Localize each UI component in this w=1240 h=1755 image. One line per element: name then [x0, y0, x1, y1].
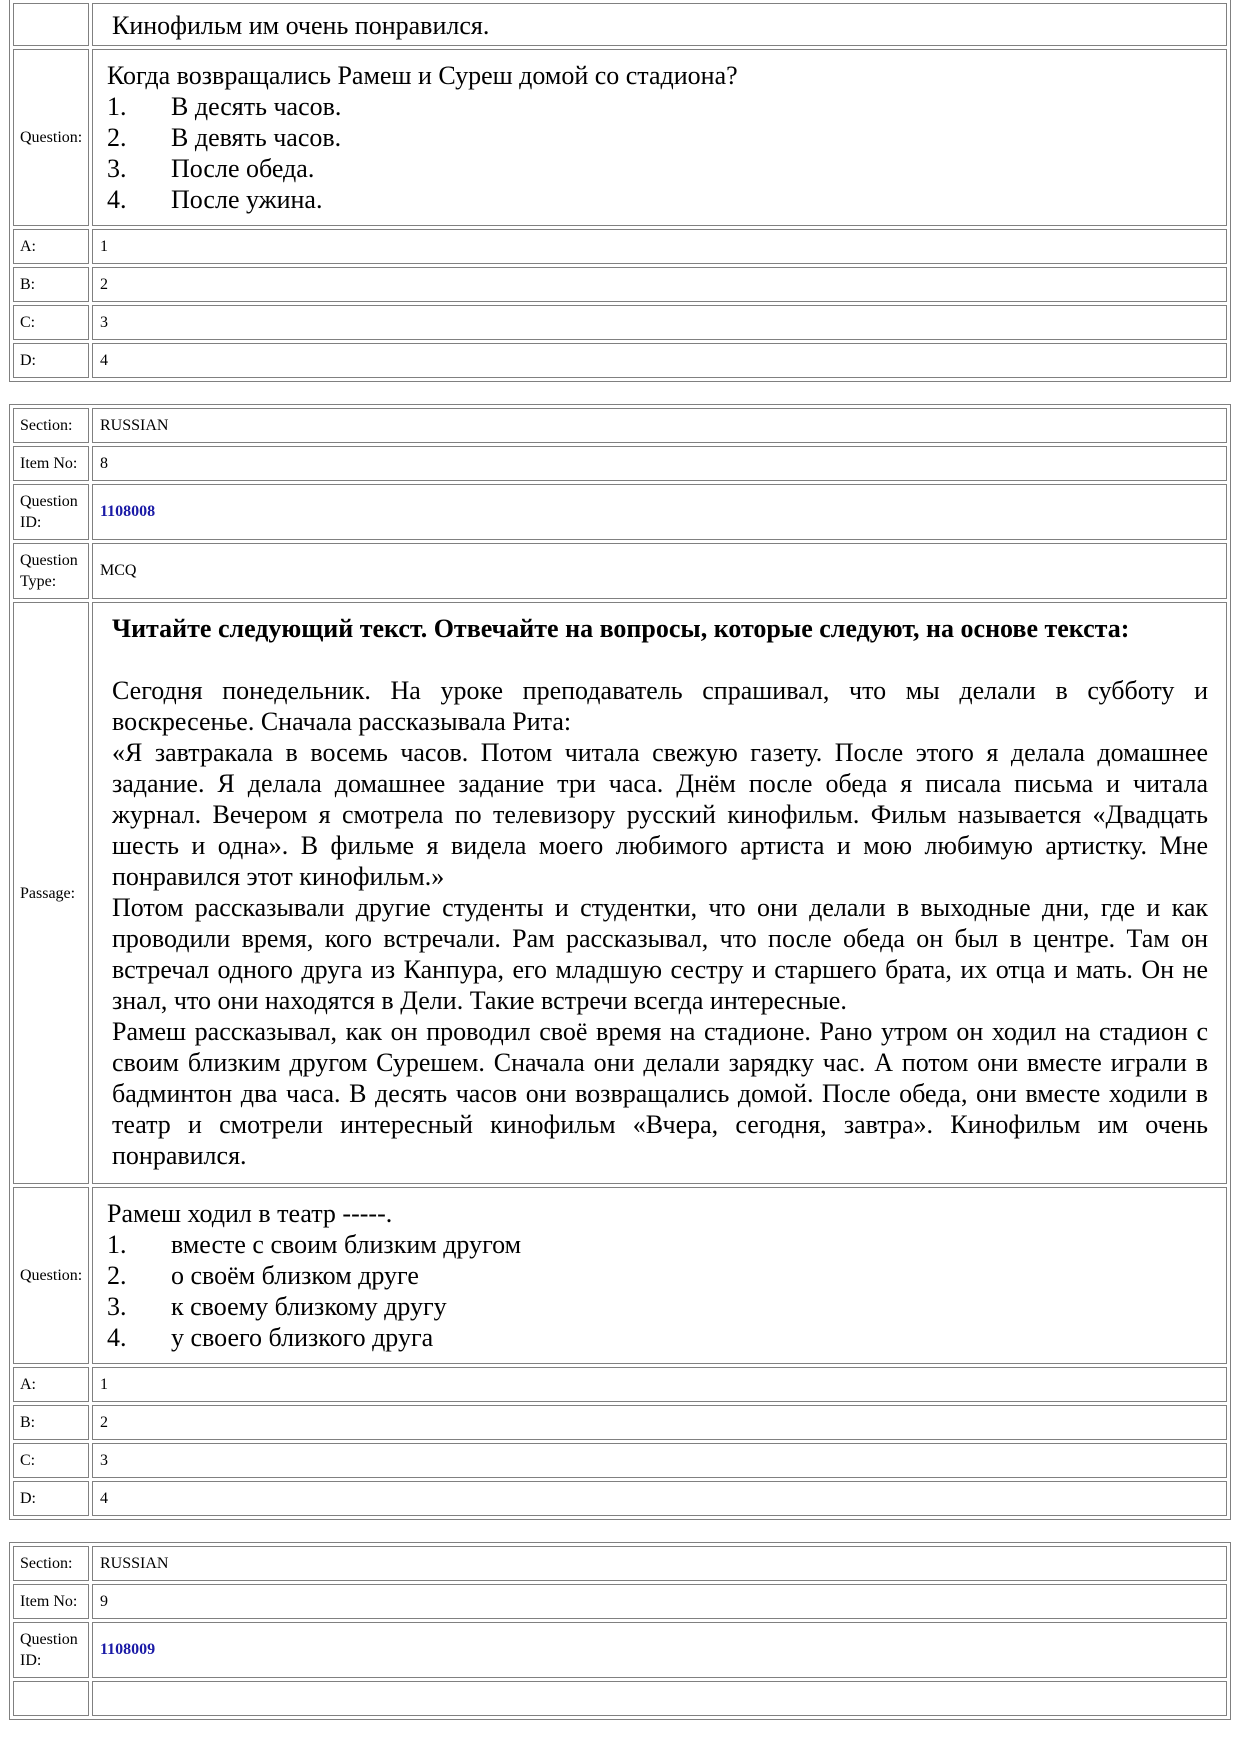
answer-value: 4: [92, 1481, 1227, 1516]
item-no-value: 9: [92, 1584, 1227, 1619]
item-no-label: Item No:: [13, 1584, 89, 1619]
section-value: RUSSIAN: [92, 408, 1227, 443]
answer-row-b: [13, 1405, 1227, 1440]
question-type-value: [92, 1681, 1227, 1716]
answer-value: 3: [92, 1443, 1227, 1478]
passage-body: [92, 602, 1227, 1184]
section-row: [13, 1546, 1227, 1581]
question-body: [92, 1187, 1227, 1364]
section-label: Section:: [13, 408, 89, 443]
option-item: 3. После обеда.: [107, 154, 315, 183]
option-item: 3. к своему близкому другу: [107, 1292, 447, 1321]
answer-row-c: [13, 1443, 1227, 1478]
question-stem: Когда возвращались Рамеш и Суреш домой со стадиона?: [107, 61, 738, 90]
answer-row-c: [13, 305, 1227, 340]
passage-paragraph: Потом рассказывали другие студенты и студентки, что они делали в выходные дни, где и как проводили время, кого встречали. Рам рассказывал, что после обеда он был в центре. Там он встречал одного друга из Канпура, его младшую сестру и старшего брата, их отца и мать. Он не знал, что они находятся в Дели. Такие встречи всегда интересные.: [112, 893, 1208, 1015]
answer-label: A:: [13, 1367, 89, 1402]
question-type-label: [13, 1681, 89, 1716]
passage-tail: [92, 3, 1227, 46]
question-label: Question:: [13, 49, 89, 226]
item-no-row: [13, 446, 1227, 481]
answer-label: D:: [13, 343, 89, 378]
question-stem: Рамеш ходил в театр -----.: [107, 1199, 393, 1228]
passage-label: Passage:: [13, 602, 89, 1184]
passage-label-cell: [13, 3, 89, 46]
answer-row-a: [13, 229, 1227, 264]
answer-value: 1: [92, 1367, 1227, 1402]
passage-tail-text: Кинофильм им очень понравился.: [112, 11, 490, 40]
answer-label: B:: [13, 1405, 89, 1440]
answer-value: 1: [92, 229, 1227, 264]
question-row: [13, 49, 1227, 226]
answer-row-b: [13, 267, 1227, 302]
answer-value: 2: [92, 1405, 1227, 1440]
answer-label: C:: [13, 305, 89, 340]
item-no-row: [13, 1584, 1227, 1619]
passage-heading: Читайте следующий текст. Отвечайте на вопросы, которые следуют, на основе текста:: [112, 614, 1130, 643]
question-block-item-9: [9, 1542, 1231, 1720]
question-type-value: MCQ: [92, 543, 1227, 599]
passage-paragraph: «Я завтракала в восемь часов. Потом читала свежую газету. После этого я делала домашнее задание. Я делала домашнее задание три часа. Днём после обеда я писала письма и читала журнал. Вечером я смотрела по телевизору русский кинофильм. Фильм называется «Двадцать шесть и одна». В фильме я видела моего любимого артиста и мою любимую артистку. Мне понравился этот кинофильм.»: [112, 738, 1208, 891]
answer-row-a: [13, 1367, 1227, 1402]
section-label: Section:: [13, 1546, 89, 1581]
question-id-label: Question ID:: [13, 484, 89, 540]
option-item: 4. у своего близкого друга: [107, 1323, 434, 1352]
question-label: Question:: [13, 1187, 89, 1364]
question-row: [13, 1187, 1227, 1364]
question-id-value: 1108009: [92, 1622, 1227, 1678]
passage-paragraph: Сегодня понедельник. На уроке преподаватель спрашивал, что мы делали в субботу и воскресенье. Сначала рассказывала Рита:: [112, 676, 1208, 736]
question-body: [92, 49, 1227, 226]
question-id-row: [13, 484, 1227, 540]
answer-label: A:: [13, 229, 89, 264]
question-id-value: 1108008: [92, 484, 1227, 540]
option-item: 2. В девять часов.: [107, 123, 342, 152]
question-type-row: [13, 1681, 1227, 1716]
option-item: 1. В десять часов.: [107, 92, 342, 121]
answer-label: B:: [13, 267, 89, 302]
item-no-value: 8: [92, 446, 1227, 481]
answer-label: D:: [13, 1481, 89, 1516]
answer-value: 2: [92, 267, 1227, 302]
item-no-label: Item No:: [13, 446, 89, 481]
answer-row-d: [13, 343, 1227, 378]
option-item: 1. вместе с своим близким другом: [107, 1230, 522, 1259]
answer-row-d: [13, 1481, 1227, 1516]
passage-row: [13, 3, 1227, 46]
passage-paragraph: Рамеш рассказывал, как он проводил своё время на стадионе. Рано утром он ходил на стадион с своим близким другом Сурешем. Сначала они делали зарядку час. А потом они вместе играли в бадминтон два часа. В десять часов они возвращались домой. После обеда, они вместе ходили в театр и смотрели интересный кинофильм «Вчера, сегодня, завтра». Кинофильм им очень понравился.: [112, 1017, 1208, 1170]
section-value: RUSSIAN: [92, 1546, 1227, 1581]
question-id-label: Question ID:: [13, 1622, 89, 1678]
answer-value: 4: [92, 343, 1227, 378]
answer-value: 3: [92, 305, 1227, 340]
option-item: 2. о своём близком друге: [107, 1261, 419, 1290]
passage-row: [13, 602, 1227, 1184]
option-item: 4. После ужина.: [107, 185, 323, 214]
question-type-row: [13, 543, 1227, 599]
answer-label: C:: [13, 1443, 89, 1478]
question-block-previous: [9, 0, 1231, 382]
section-row: [13, 408, 1227, 443]
question-type-label: Question Type:: [13, 543, 89, 599]
question-id-row: [13, 1622, 1227, 1678]
question-block-item-8: [9, 404, 1231, 1520]
